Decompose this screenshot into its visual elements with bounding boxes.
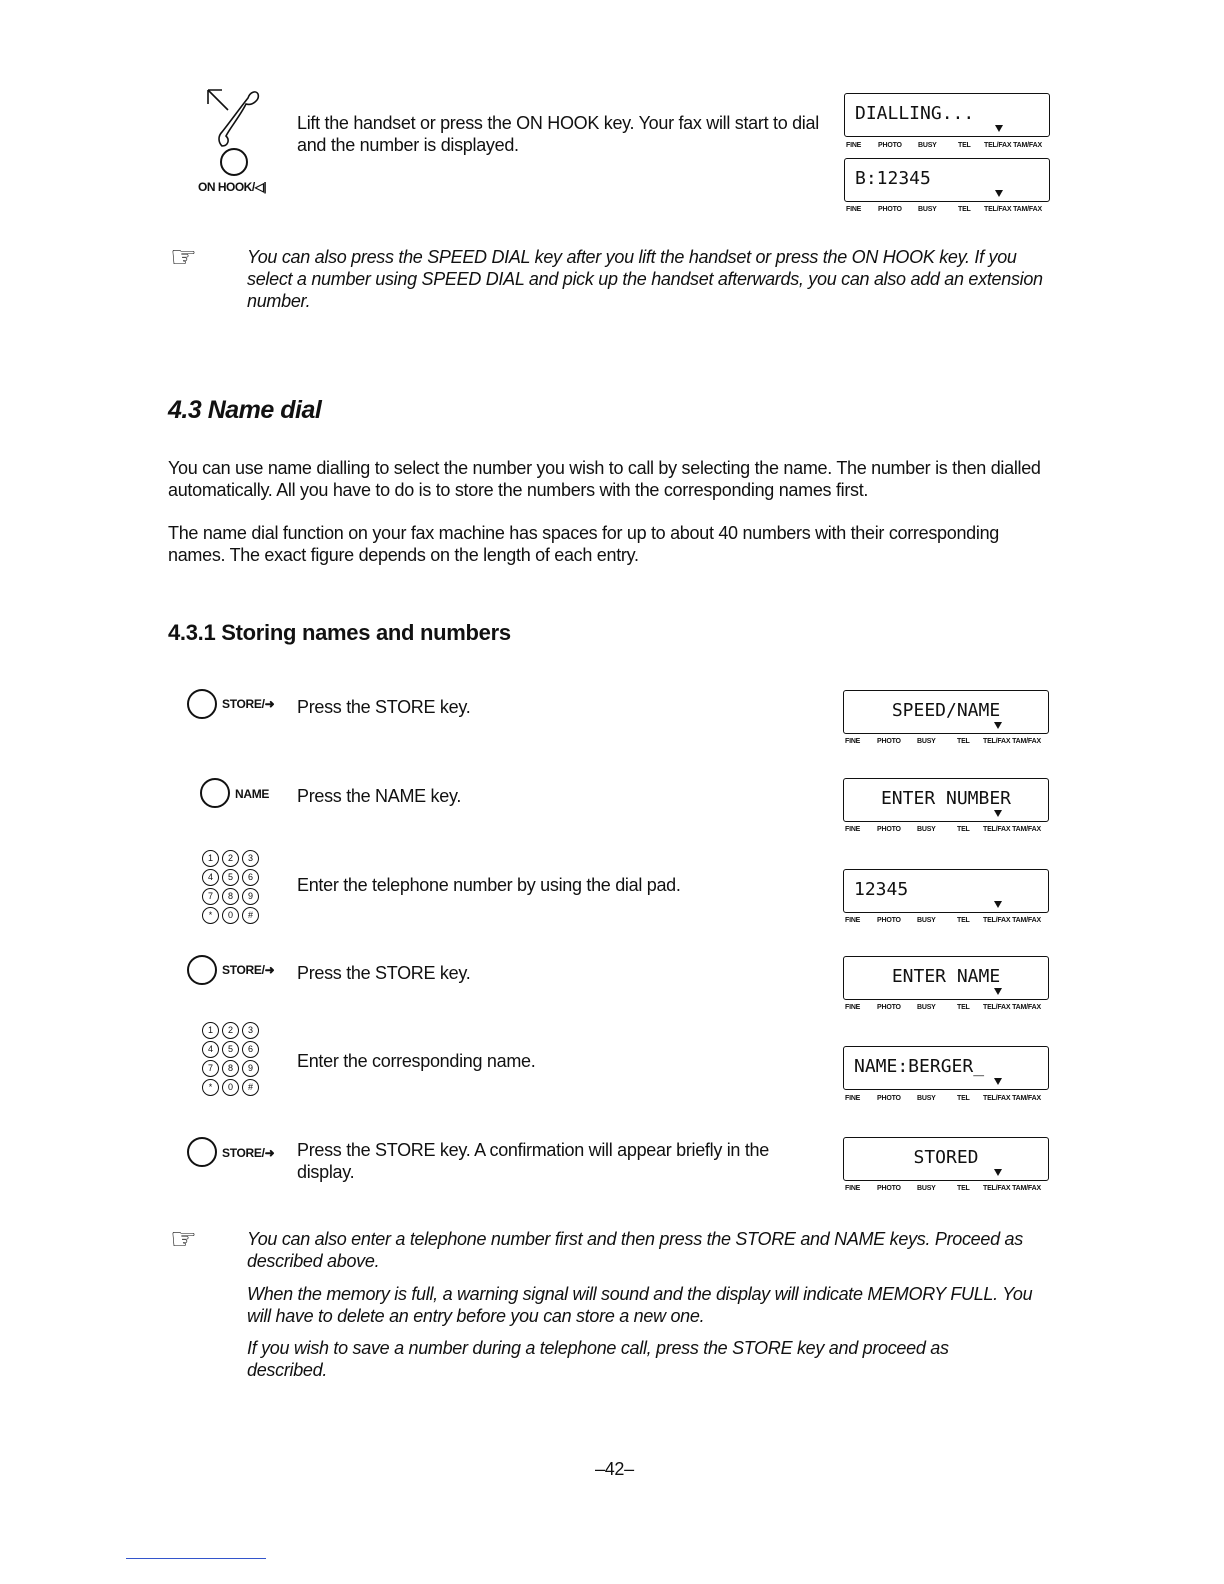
intro-text: Lift the handset or press the ON HOOK key. Your fax will start to dial and the number is displayed. [297,113,819,155]
indicator-arrow-icon [995,125,1003,132]
note-enter-number-first: You can also enter a telephone number first and then press the STORE and NAME keys. Proceed as described above. [247,1229,1023,1271]
dial-pad-icon: 1 2 3 4 5 6 7 8 9 * 0 # [202,850,262,924]
store-key-label: STORE/➜ [222,1146,275,1160]
dial-pad-icon: 1 2 3 4 5 6 7 8 9 * 0 # [202,1022,262,1096]
section-para-2: The name dial function on your fax machine has spaces for up to about 40 numbers with their corresponding names. The exact figure depends on the length of each entry. [168,523,999,565]
store-key [187,1137,217,1167]
indicator-arrow-icon [994,810,1002,817]
store-key [187,689,217,719]
section-para-1: You can use name dialling to select the number you wish to call by selecting the name. The number is then dialled automatically. All you have to do is to store the numbers with the corresponding names first. [168,458,1041,500]
step-3-text: Enter the telephone number by using the dial pad. [297,875,681,895]
indicator-arrow-icon [995,190,1003,197]
step-5-text: Enter the corresponding name. [297,1051,536,1071]
lcd-display-dialling: DIALLING... [844,93,1050,137]
lcd-display-step-6: STORED [843,1137,1049,1181]
name-key-label: NAME [235,787,270,801]
note-save-during-call: If you wish to save a number during a telephone call, press the STORE key and proceed as described. [247,1338,949,1380]
note-memory-full: When the memory is full, a warning signal will sound and the display will indicate MEMORY FULL. You will have to delete an entry before you can store a new one. [247,1284,1033,1326]
speaker-icon: ◁| [254,180,267,194]
lcd-display-number: B:12345 [844,158,1050,202]
lcd-display-step-5: NAME:BERGER_ [843,1046,1049,1090]
indicator-arrow-icon [994,901,1002,908]
pointing-hand-icon: ☞ [170,240,197,275]
note-speed-dial: You can also press the SPEED DIAL key after you lift the handset or press the ON HOOK key. If you select a number using SPEED DIAL and pick up the handset afterwards, you can also add an extension number. [247,247,1043,311]
store-key-label: STORE/➜ [222,697,275,711]
footer-rule [126,1558,266,1559]
subsection-title: 4.3.1 Storing names and numbers [168,620,511,645]
page-number: –42– [595,1459,634,1479]
step-6-text: Press the STORE key. A confirmation will appear briefly in the display. [297,1140,769,1182]
name-key [200,778,230,808]
handset-icon [200,86,270,176]
lcd-display-step-2: ENTER NUMBER [843,778,1049,822]
section-title: 4.3 Name dial [168,396,322,424]
indicator-arrow-icon [994,722,1002,729]
store-key-label: STORE/➜ [222,963,275,977]
lcd-display-step-3: 12345 [843,869,1049,913]
indicator-arrow-icon [994,1078,1002,1085]
step-2-text: Press the NAME key. [297,786,462,806]
onhook-key-label: ON HOOK/◁| [198,180,267,194]
step-1-text: Press the STORE key. [297,697,471,717]
store-key [187,955,217,985]
lcd-display-step-4: ENTER NAME [843,956,1049,1000]
lcd-display-step-1: SPEED/NAME [843,690,1049,734]
step-4-text: Press the STORE key. [297,963,471,983]
indicator-arrow-icon [994,988,1002,995]
indicator-arrow-icon [994,1169,1002,1176]
pointing-hand-icon: ☞ [170,1222,197,1257]
